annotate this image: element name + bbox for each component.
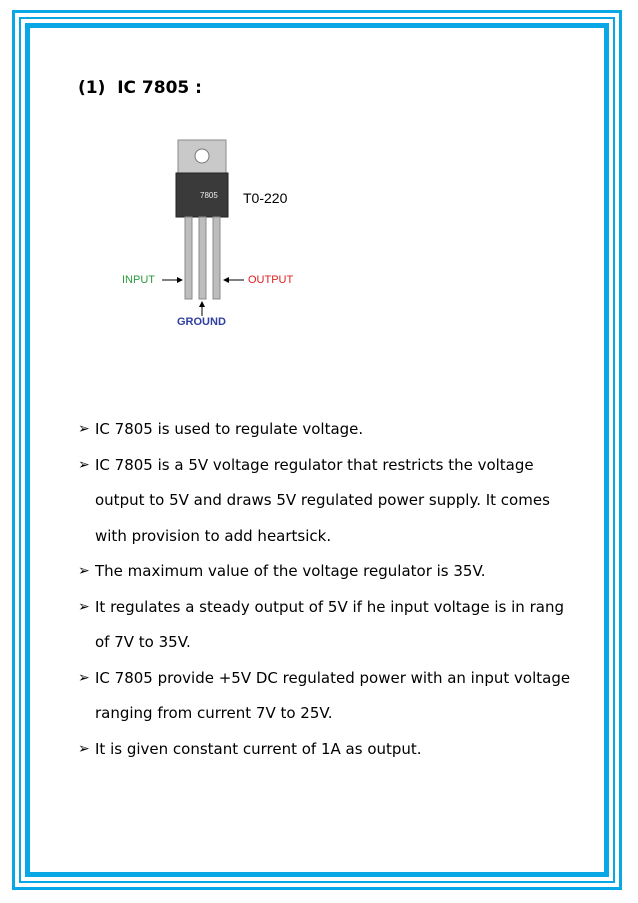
arrowhead-bullet-icon: ➢ xyxy=(78,456,90,473)
output-arrowhead-icon xyxy=(223,277,229,283)
ground-label: GROUND xyxy=(177,316,226,328)
bullet-text: IC 7805 is a 5V voltage regulator that restricts the voltage output to 5V and draws 5V regulated power supply. It comes with provision to add heartsick. xyxy=(95,455,550,545)
arrowhead-bullet-icon: ➢ xyxy=(78,421,90,437)
bullet-item xyxy=(78,412,578,448)
mounting-hole xyxy=(195,149,209,163)
section-heading: (1) IC 7805 : xyxy=(78,78,202,98)
arrowhead-bullet-icon: ➢ xyxy=(78,563,90,579)
pin-output xyxy=(213,217,220,299)
package-label: T0-220 xyxy=(243,190,288,206)
bullet-list xyxy=(78,412,578,767)
pin-ground xyxy=(199,217,206,299)
bullet-text: IC 7805 is used to regulate voltage. xyxy=(95,420,364,438)
bullet-item xyxy=(78,554,578,590)
input-arrowhead-icon xyxy=(177,277,183,283)
arrowhead-bullet-icon: ➢ xyxy=(78,669,90,686)
pin-input xyxy=(185,217,192,299)
ground-arrowhead-icon xyxy=(199,301,205,307)
bullet-text: It is given constant current of 1A as output. xyxy=(95,739,422,758)
bullet-item xyxy=(78,732,578,768)
input-label: INPUT xyxy=(122,274,155,286)
regulator-diagram xyxy=(110,135,330,335)
chip-marking: 7805 xyxy=(200,191,218,200)
output-label: OUTPUT xyxy=(248,274,294,286)
bullet-item xyxy=(78,590,578,661)
bullet-item xyxy=(78,661,578,732)
bullet-text: IC 7805 provide +5V DC regulated power with an input voltage ranging from current 7V to 25V. xyxy=(95,668,571,722)
arrowhead-bullet-icon: ➢ xyxy=(78,598,90,615)
ic-7805-figure xyxy=(110,135,330,335)
bullet-text: It regulates a steady output of 5V if he input voltage is in rang of 7V to 35V. xyxy=(95,597,564,651)
bullet-item xyxy=(78,448,578,555)
arrowhead-bullet-icon: ➢ xyxy=(78,740,90,757)
bullet-text: The maximum value of the voltage regulator is 35V. xyxy=(95,562,486,580)
